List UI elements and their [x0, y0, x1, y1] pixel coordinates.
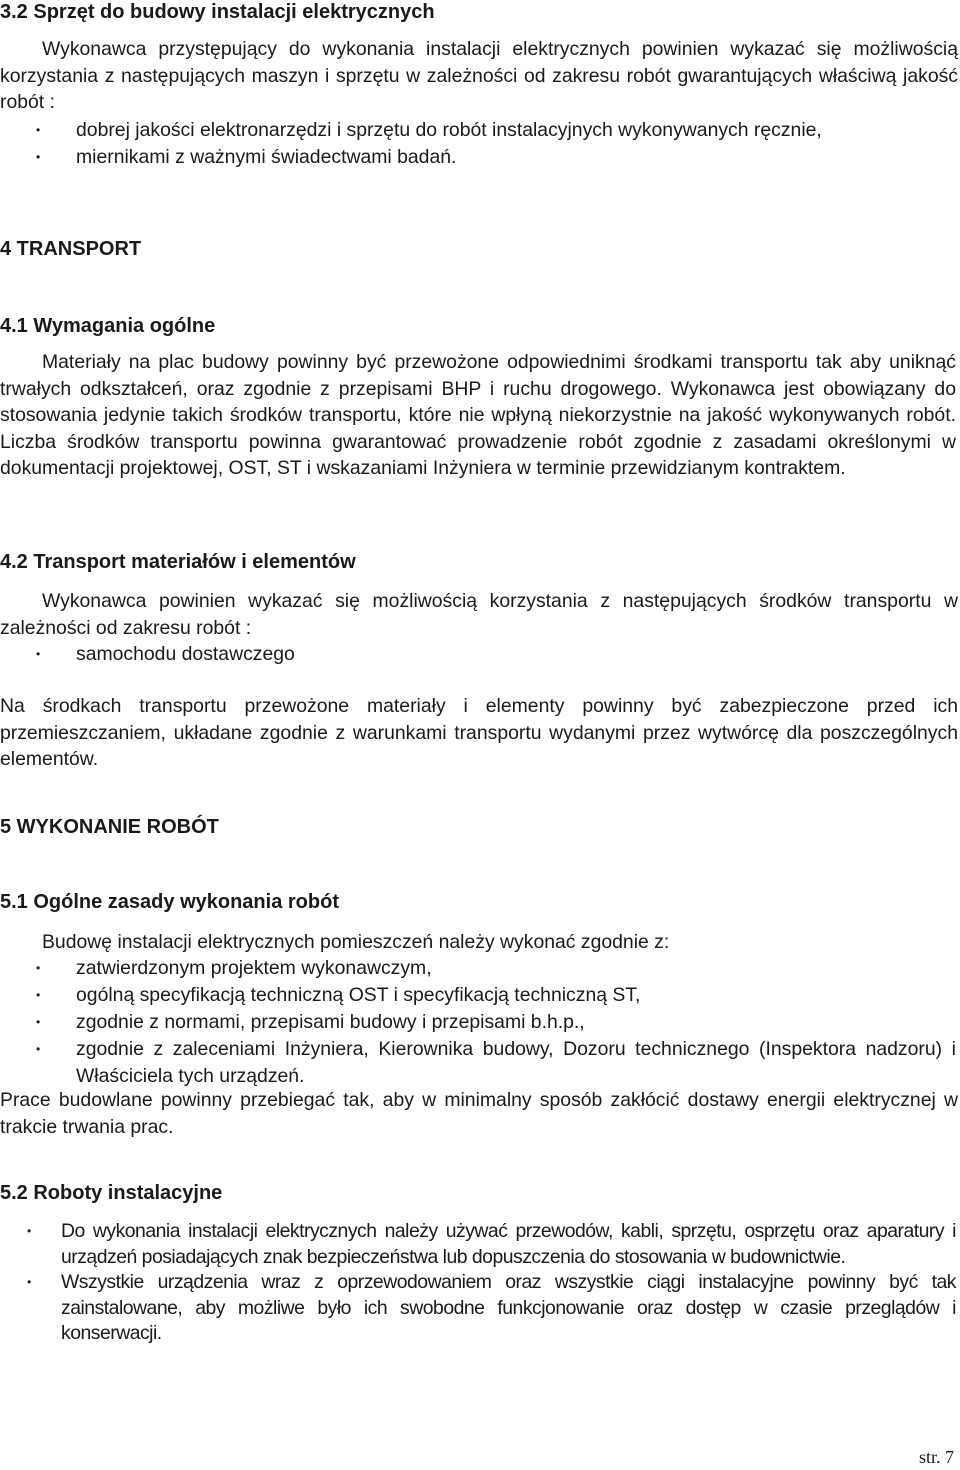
- section-5-1-list: [36, 955, 956, 1090]
- bullet-icon: •: [36, 961, 41, 975]
- section-4-2-paragraph: Na środkach transportu przewożone materiały i elementy powinny być zabezpieczone przed ich przemieszczaniem, układane zgodnie z warunkami transportu wydanymi przez wytwórcę dla poszczególnych elementów.: [0, 695, 958, 771]
- list-item: • miernikami z ważnymi świadectwami badań.: [76, 144, 958, 171]
- section-4-1-paragraph: Materiały na plac budowy powinny być przewożone odpowiednimi środkami transportu tak aby uniknąć trwałych odkształceń, oraz zgodnie z przepisami BHP i ruchu drogowego. Wykonawca jest obowiązany do stosowania jedynie takich środków transportu, które nie wpłyną niekorzystnie na jakość wykonywanych robót. Liczba środków transportu powinna gwarantować prowadzenie robót zgodnie z zasadami określonymi w dokumentacji projektowej, OST, ST i wskazaniami Inżyniera w terminie przewidzianym kontraktem.: [0, 351, 956, 480]
- bullet-icon: •: [36, 123, 41, 137]
- list-item: • Do wykonania instalacji elektrycznych należy używać przewodów, kabli, sprzętu, osprzętu oraz aparatury i urządzeń posiadających znak bezpieczeństwa lub dopuszczenia do stosowania w budownictwie.: [27, 1220, 956, 1268]
- section-heading-3-2: 3.2 Sprzęt do budowy instalacji elektrycznych: [0, 1, 435, 23]
- section-heading-4-2: 4.2 Transport materiałów i elementów: [0, 551, 356, 573]
- section-5-1-paragraph: Prace budowlane powinny przebiegać tak, aby w minimalny sposób zakłócić dostawy energii elektrycznej w trakcie trwania prac.: [0, 1089, 958, 1138]
- bullet-icon: •: [36, 647, 41, 661]
- bullet-icon: •: [27, 1224, 31, 1238]
- section-heading-4: 4 TRANSPORT: [0, 238, 142, 260]
- section-5-1-intro: Budowę instalacji elektrycznych pomieszczeń należy wykonać zgodnie z:: [42, 931, 670, 953]
- section-heading-5-2: 5.2 Roboty instalacyjne: [0, 1182, 223, 1204]
- section-3-2-list: [36, 117, 958, 171]
- section-3-2-intro: Wykonawca przystępujący do wykonania instalacji elektrycznych powinien wykazać się możliwością korzystania z następujących maszyn i sprzętu w zależności od zakresu robót gwarantujących właściwą jakość robót :: [0, 38, 958, 114]
- section-5-2-list: [27, 1219, 956, 1347]
- bullet-icon: •: [36, 1015, 41, 1029]
- section-heading-4-1: 4.1 Wymagania ogólne: [0, 315, 216, 337]
- bullet-icon: •: [36, 1042, 41, 1056]
- page-number: str. 7: [918, 1447, 954, 1467]
- section-4-2-list: [36, 641, 956, 668]
- list-item: • dobrej jakości elektronarzędzi i sprzętu do robót instalacyjnych wykonywanych ręcznie,: [76, 117, 958, 144]
- list-item: • zatwierdzonym projektem wykonawczym,: [76, 955, 956, 982]
- section-4-2-intro: Wykonawca powinien wykazać się możliwością korzystania z następujących środków transportu w zależności od zakresu robót :: [0, 590, 958, 639]
- list-item: • zgodnie z normami, przepisami budowy i przepisami b.h.p.,: [76, 1009, 956, 1036]
- bullet-icon: •: [27, 1275, 31, 1290]
- list-item: • zgodnie z zaleceniami Inżyniera, Kierownika budowy, Dozoru technicznego (Inspektora nadzoru) i Właściciela tych urządzeń.: [36, 1038, 956, 1087]
- list-item: • Wszystkie urządzenia wraz z oprzewodowaniem oraz wszystkie ciągi instalacyjne powinny być tak zainstalowane, aby możliwe było ich swobodne funkcjonowanie oraz dostęp w czasie przeglądów i konserwacji.: [27, 1271, 956, 1345]
- list-item: • samochodu dostawczego: [76, 641, 956, 668]
- list-item: • ogólną specyfikacją techniczną OST i specyfikacją techniczną ST,: [76, 982, 956, 1009]
- section-heading-5-1: 5.1 Ogólne zasady wykonania robót: [0, 891, 339, 913]
- bullet-icon: •: [36, 150, 41, 164]
- bullet-icon: •: [36, 988, 41, 1002]
- section-heading-5: 5 WYKONANIE ROBÓT: [0, 816, 219, 838]
